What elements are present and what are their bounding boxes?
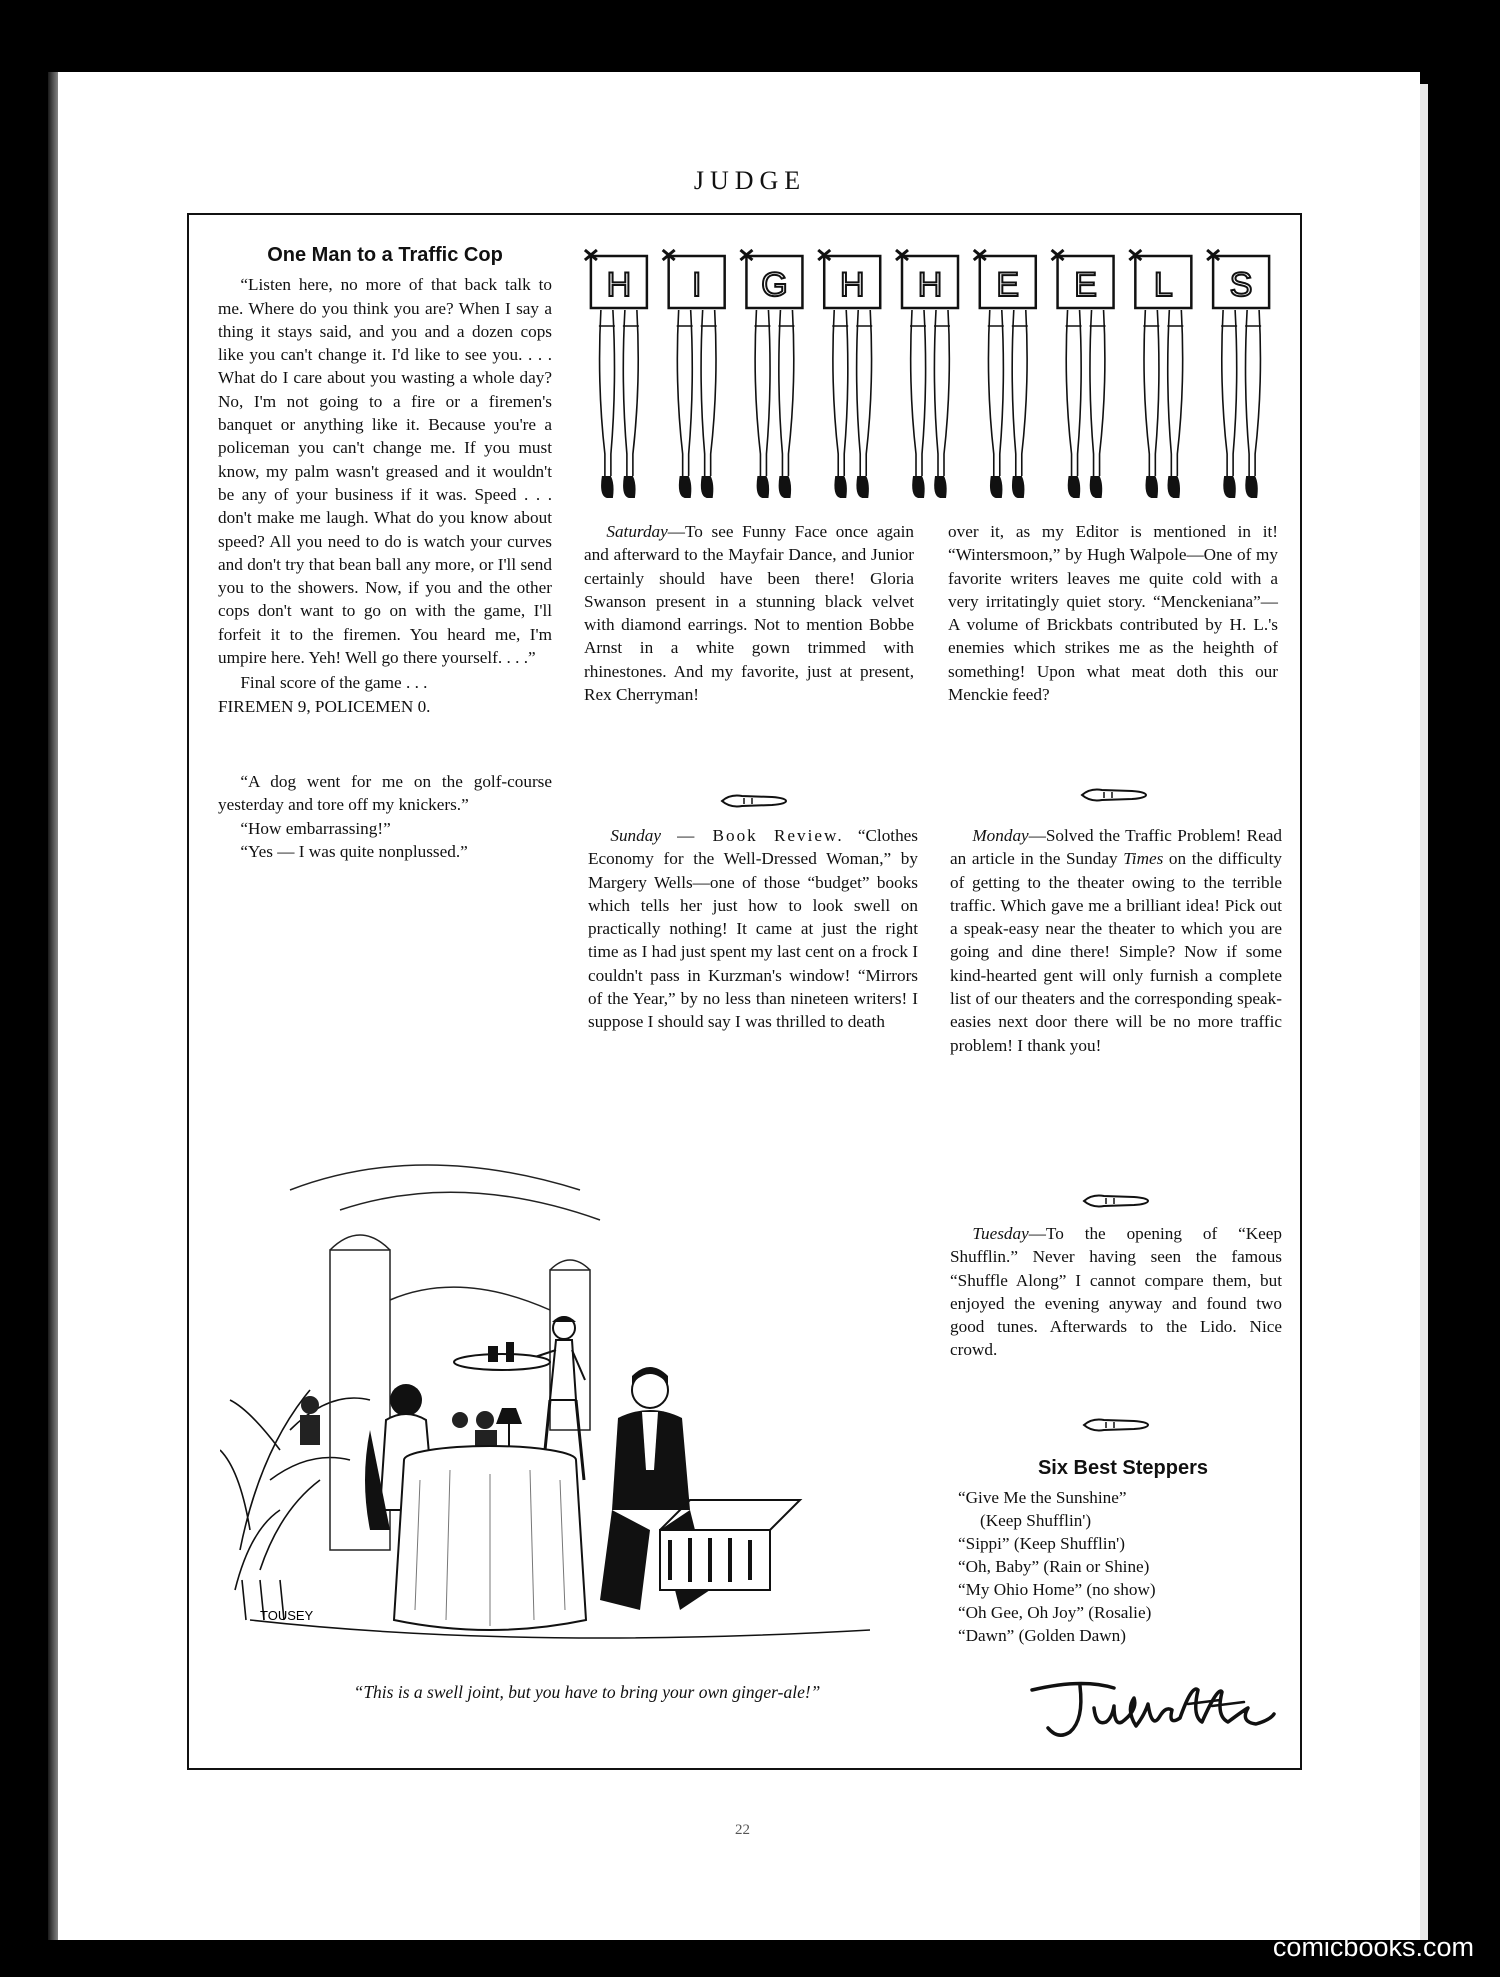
- banner-placard: [896, 250, 958, 498]
- stockinged-legs: [1066, 310, 1106, 476]
- judgette-signature: [1022, 1670, 1284, 1750]
- saturday-day: Saturday: [606, 522, 668, 541]
- pointing-hand-icon: [1082, 1190, 1152, 1212]
- banner-placard: [663, 250, 725, 498]
- banner-placard: [585, 250, 647, 498]
- stockinged-legs: [910, 310, 950, 476]
- sunday-continuation: [948, 520, 1278, 706]
- banner-letter: H: [839, 266, 865, 304]
- banner-letter: G: [761, 266, 788, 304]
- stockinged-legs: [1143, 310, 1183, 476]
- monday-entry: [950, 824, 1282, 1057]
- high-heel-shoe-icon: [912, 476, 946, 498]
- stockinged-legs: [1221, 310, 1261, 476]
- final-score: FIREMEN 9, POLICEMEN 0.: [218, 696, 431, 716]
- stepper-item: “Give Me the Sunshine”: [958, 1488, 1127, 1507]
- pointing-hand-icon: [1080, 784, 1150, 806]
- stepper-item: “Dawn” (Golden Dawn): [958, 1626, 1126, 1645]
- dining-table: [394, 1446, 586, 1630]
- dog-joke-line-1: “A dog went for me on the golf-course yesterday and tore off my knickers.”: [218, 771, 552, 815]
- stockinged-legs: [599, 310, 639, 476]
- high-heel-shoe-icon: [990, 476, 1024, 498]
- traffic-cop-title: One Man to a Traffic Cop: [267, 244, 503, 266]
- sunday-cont-text: over it, as my Editor is mentioned in it! “Wintersmoon,” by Hugh Walpole—One of my favorite writers leaves me quite cold with a very irritatingly quiet story. “Menckeniana”—A volume of Brickbats contributed by H. L.'s enemies which strikes me as the heighth of something! Upon what meat doth this our Menckie feed?: [948, 522, 1278, 705]
- monday-day: Monday: [972, 826, 1029, 845]
- traffic-cop-text: “Listen here, no more of that back talk to me. Where do you think you are? When I say a thing it stays said, and you and a dozen cops like you can't change it. I'd like to see you. . . . What do I care about you wasting a whole day? No, I'm not going to a fire or a firemen's banquet or anything like it. Because you're a policeman you can't change me. If you must know, my palm wasn't greased and it wouldn't be any of your business if it was. Speed . . . don't make me laugh. What do you know about speed? All you need to do is watch your curves and don't try that bean ball any more, or I'll send you to the showers. Now, if you and the other cops don't want to go on with the game, I'll forfeit it to the firemen. You heard me, I'm umpire here. Yeh! Well go there yourself. . . .”: [218, 275, 552, 668]
- sunday-heading: — Book Review.: [660, 826, 844, 845]
- saturday-entry: [584, 520, 914, 706]
- banner-placard: [974, 250, 1036, 498]
- banner-letter: S: [1229, 266, 1253, 304]
- stockinged-legs: [677, 310, 717, 476]
- speakeasy-cartoon: [220, 1150, 920, 1690]
- stepper-item: “Sippi” (Keep Shufflin'): [958, 1534, 1125, 1553]
- sunday-text: “Clothes Economy for the Well-Dressed Woman,” by Margery Wells—one of those “budget” books which tells her just how to look swell on practically nothing! It came at just the right time as I had just spent my last cent on a frock I couldn't pass in Kurzman's window! “Mirrors of the Year,” by no less than nineteen writers! I suppose I should say I was thrilled to death: [588, 826, 918, 1032]
- banner-letter: L: [1153, 266, 1173, 304]
- banner-placard: [740, 250, 802, 498]
- pointing-hand-icon: [720, 790, 790, 812]
- banner-letter: H: [606, 266, 632, 304]
- pointing-hand-icon: [1082, 1414, 1152, 1436]
- high-heel-shoe-icon: [679, 476, 713, 498]
- high-heel-shoe-icon: [757, 476, 791, 498]
- high-heel-shoe-icon: [1068, 476, 1102, 498]
- banner-placard: [1129, 250, 1191, 498]
- artist-signature: TOUSEY: [260, 1608, 314, 1623]
- stepper-item: “Oh Gee, Oh Joy” (Rosalie): [958, 1603, 1152, 1622]
- tuesday-text: —To the opening of “Keep Shufflin.” Never having seen the famous “Shuffle Along” I cannot compare them, but enjoyed the evening anyway and found two good tunes. Afterwards to the Lido. Nice crowd.: [950, 1224, 1282, 1360]
- high-heel-shoe-icon: [1223, 476, 1257, 498]
- high-heel-shoe-icon: [601, 476, 635, 498]
- tuesday-entry: [950, 1222, 1282, 1362]
- banner-placard: [818, 250, 880, 498]
- banner-letter: I: [691, 266, 702, 304]
- traffic-cop-column: [218, 244, 552, 863]
- monday-text-b: on the difficulty of getting to the theater owing to the terrible traffic. Which gave me a brilliant idea! Pick out a speak-easy near the theater to which you are going and dine there! Simple? Now if some kind-hearted gent will only furnish a complete list of our theaters and the corresponding speak-easies next door there will be no more traffic problem! I thank you!: [950, 849, 1282, 1055]
- magazine-title: JUDGE: [693, 166, 807, 195]
- page-number: 22: [735, 1822, 750, 1838]
- palm-plant-illustration: [220, 1390, 370, 1620]
- stepper-item: “My Ohio Home” (no show): [958, 1580, 1156, 1599]
- sunday-day: Sunday: [610, 826, 661, 845]
- tuesday-day: Tuesday: [972, 1224, 1029, 1243]
- six-best-steppers: [958, 1457, 1288, 1647]
- sunday-entry: [588, 824, 918, 1034]
- stockinged-legs: [832, 310, 872, 476]
- banner-letter: H: [917, 266, 943, 304]
- steppers-list: [958, 1486, 1288, 1647]
- banner-letter: E: [1074, 266, 1097, 304]
- high-heel-shoe-icon: [1146, 476, 1180, 498]
- dog-joke-line-2: “How embarrassing!”: [240, 818, 391, 838]
- suitcase-of-bottles: [660, 1500, 800, 1590]
- stockinged-legs: [754, 310, 794, 476]
- dog-joke: [218, 770, 552, 863]
- banner-placard: [1207, 250, 1269, 498]
- stepper-item: “Oh, Baby” (Rain or Shine): [958, 1557, 1150, 1576]
- banner-letter: E: [996, 266, 1020, 304]
- monday-times: Times: [1123, 849, 1164, 869]
- saturday-text: —To see Funny Face once again and afterward to the Mayfair Dance, and Junior certainly should have been there! Gloria Swanson present in a stunning black velvet with diamond earrings. Not to mention Bobbe Arnst in a white gown trimmed with rhinestones. And my favorite, just at present, Rex Cherryman!: [584, 522, 914, 705]
- banner-placard: [1052, 250, 1114, 498]
- cartoon-caption: “This is a swell joint, but you have to bring your own ginger-ale!”: [353, 1682, 821, 1702]
- table-lamp: [496, 1408, 522, 1450]
- high-heel-shoe-icon: [834, 476, 868, 498]
- high-heels-banner: [580, 244, 1280, 504]
- next-page-edge: [1420, 84, 1428, 1940]
- final-score-lead: Final score of the game . . .: [240, 673, 428, 693]
- dog-joke-line-3: “Yes — I was quite nonplussed.”: [240, 841, 468, 861]
- monday-text-a: —Solved the Traffic Problem! Read an article in the Sunday: [950, 826, 1282, 869]
- stepper-item: (Keep Shufflin'): [980, 1511, 1092, 1530]
- steppers-title: Six Best Steppers: [1037, 1457, 1209, 1479]
- watermark: comicbooks.com: [1272, 1932, 1474, 1962]
- stockinged-legs: [988, 310, 1028, 476]
